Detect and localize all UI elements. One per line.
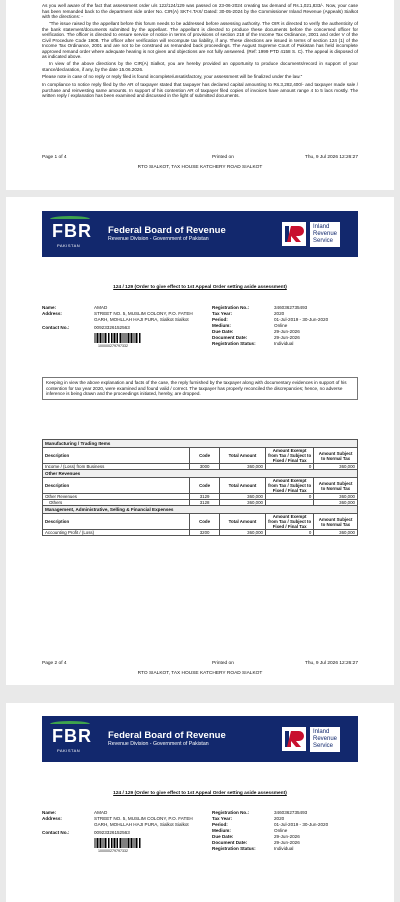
irs-logo-block: [282, 722, 352, 756]
section-header: Management, Administrative, Selling & Financial Expenses: [43, 506, 358, 514]
taxpayer-info: Name: AMAD Address: STREET NO. 5, MUSLIM COLONY, P.O. FATEH GARH, MOHLLAH HAJI PURA, Sialkot Sialkot Contact No.: 00923326152563 100000279797332 Registration No.: 3460362735493 Tax Year: 2020 Period: 01-Jul-2019 - 30-Jun-2020 Medium: Online Due Date: 29-Jun-2026 Document Date: 29-Jun-2026 Registration Status: Individual: [42, 810, 329, 853]
irs-emblem-icon: [282, 727, 306, 751]
table-row: Accounting Profit / (Loss) 3200 360,000 0 360,000: [43, 530, 358, 536]
printed-date: Thu, 9 Jul 2026 12:26:27: [304, 661, 358, 666]
banner-title: Federal Board of Revenue: [108, 225, 226, 236]
irs-emblem-icon: [282, 222, 306, 246]
document-page-2: [6, 197, 394, 685]
page-footer: [42, 661, 358, 666]
table-row: Other Revenues 3129 360,000 0 360,000: [43, 494, 358, 500]
taxpayer-name: AMAD: [94, 810, 108, 815]
paragraph: In view of the above directions by the CIR(A) Sialkot, you are hereby provided an opportunity to produce documents/record in support of your stance/declaration, if any, by the date 15.06.2026.: [42, 61, 358, 72]
section-header: Other Revenues: [43, 470, 358, 478]
fbr-logo: FBR PAKISTAN: [42, 716, 100, 762]
barcode: [94, 838, 142, 848]
irs-logo-block: [282, 217, 352, 251]
banner-title-block: [108, 225, 226, 243]
page-number: Page 2 of 4: [42, 661, 67, 666]
contact-number: 00923326152563: [94, 830, 130, 835]
taxpayer-info: Name: AMAD Address: STREET NO. 5, MUSLIM COLONY, P.O. FATEH GARH, MOHLLAH HAJI PURA, Sialkot Sialkot Contact No.: 00923326152563 100000279797332 Registration No.: 3460362735493 Tax Year: 2020 Period: 01-Jul-2019 - 30-Jun-2020 Medium: Online Due Date: 29-Jun-2026 Document Date: 29-Jun-2026 Registration Status: Individual: [42, 305, 329, 348]
taxpayer-name: AMAD: [94, 305, 108, 310]
order-body-text: [6, 0, 394, 99]
table-header-row: Description Code Total Amount Amount Exempt from Tax / Subject to Fixed / Final Tax Amount Subject to Normal Tax: [43, 448, 358, 464]
banner-subtitle: Revenue Division - Government of Pakistan: [108, 741, 209, 747]
fbr-logo: FBR PAKISTAN: [42, 211, 100, 257]
printed-date: Thu, 9 Jul 2026 12:26:27: [304, 155, 358, 160]
order-title: 124 / 129 (Order to give effect to 1st Appeal Order setting aside assessment): [113, 791, 287, 796]
barcode: [94, 333, 142, 343]
document-page-3: [6, 703, 394, 902]
page-footer: [42, 155, 358, 160]
remarks-box: Keeping in view the above explanation and facts of the case, the reply furnished by the taxpayer along with documentary evidences in support of his contention for tax year 2020, were examined and found valid / correct. The taxpayer has properly reconciled the discrepancies; hence, no adverse inference is being drawn and the proceedings initiated, hereby, are dropped.: [42, 377, 358, 400]
table-header-row: Description Code Total Amount Amount Exempt from Tax / Subject to Fixed / Final Tax Amount Subject to Normal Tax: [43, 514, 358, 530]
income-table: [42, 439, 358, 536]
paragraph: "The issue raised by the appellant before this forum needs to be addressed before assessing authority. The OIR is directed to verify the authenticity of the bank statement/documents submitted by the appellant. The appellant is directed to produce these documents before the concerned officer for verification. The officer is directed to ensure service of notice in terms of provisions of section 218 of the Income Tax Ordinance, 2001 and order V of the Civil Procedure Code 1908. The officer after verification will recompute tax liability, if any. These directions are issued in terms of section 124 (1) of the Income Tax Ordinance, 2001 and are not to be construed as remanded back proceedings. The August Supreme Court of Pakistan has held incomplete approved remand order where adequate hearing is not given and objections are not fully answered. (Ref: 1999 PTD 4158 S. C). The appeal is disposed of as indicated above.: [42, 21, 358, 59]
irs-text: Inland Revenue Service: [310, 727, 340, 752]
footer-address: RTO SIALKOT, TAX HOUSE KATCHERY ROAD SIALKOT: [137, 165, 263, 170]
printed-label: Printed on: [212, 155, 234, 160]
fbr-banner: [42, 211, 358, 257]
paragraph: In compliance to notice reply filed by the AR of taxpayer stated that taxpayer has declared capital amounting to Rs.3,282,400/- and taxpayer made sale / purchase and reinvesting same amounts. In support of his contention AR of taxpayer filed copies of invoices have amount range 4 to 5 lacs mostly. The written reply / explanation has been examined and discussed in the light of submitted documents.: [42, 82, 358, 98]
banner-subtitle: Revenue Division - Government of Pakistan: [108, 236, 209, 242]
banner-title-block: [108, 730, 226, 748]
printed-label: Printed on: [212, 661, 234, 666]
table-row: Income / (Loss) from Business 3000 360,000 0 360,000: [43, 464, 358, 470]
fbr-banner: [42, 716, 358, 762]
paragraph: As you well aware of the fact that assessment order u/s 122/124/129 was passed on 23-06-2024 creating tax demand of Rs.1,021,833/-. Now, your case has been remanded back to the department vide order No. CIR(A) SKT-I.TAX/ Dated: 30-05-2024 by the Commissioner Inland Revenue (Appeals) Sialkot with the directions: -: [42, 3, 358, 19]
footer-address: RTO SIALKOT, TAX HOUSE KATCHERY ROAD SIALKOT: [137, 671, 263, 676]
irs-text: Inland Revenue Service: [310, 222, 340, 247]
section-header: Manufacturing / Trading Items: [43, 440, 358, 448]
paragraph: Please note in case of no reply or reply filed is found incomplete/unsatisfactory, your assessment will be finalized under the law.": [42, 73, 303, 79]
table-row: Others 3128 360,000 360,000: [43, 500, 358, 506]
page-number: Page 1 of 4: [42, 155, 67, 160]
order-title: 124 / 129 (Order to give effect to 1st Appeal Order setting aside assessment): [113, 285, 287, 290]
banner-title: Federal Board of Revenue: [108, 730, 226, 741]
table-header-row: Description Code Total Amount Amount Exempt from Tax / Subject to Fixed / Final Tax Amount Subject to Normal Tax: [43, 478, 358, 494]
contact-number: 00923326152563: [94, 325, 130, 330]
document-page-1: [6, 0, 394, 190]
